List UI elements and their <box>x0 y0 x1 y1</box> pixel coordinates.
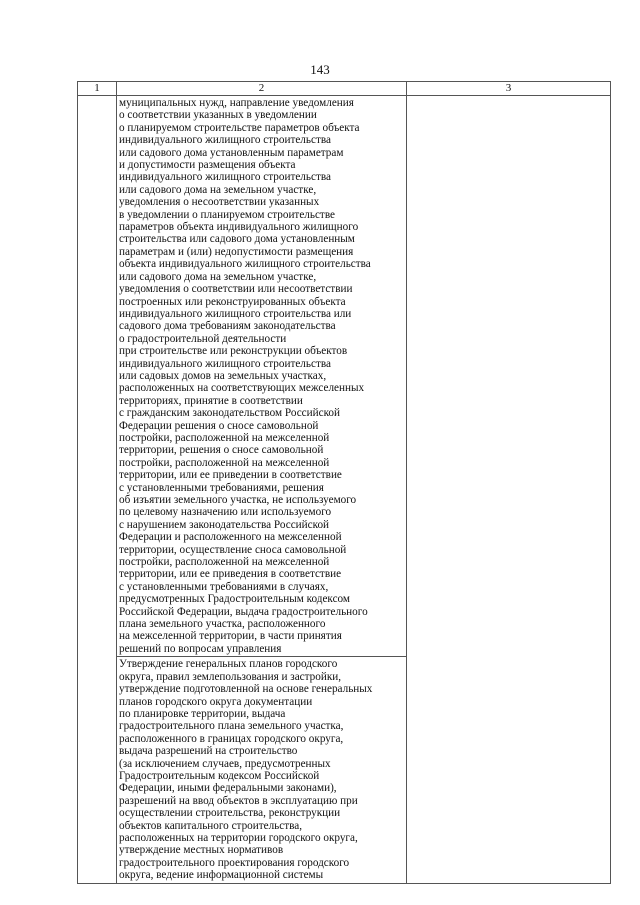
text-line: постройки, расположенной на межселенной <box>119 456 330 469</box>
header-col-2: 2 <box>117 82 407 96</box>
text-line: Федерации и расположенного на межселенной <box>119 531 342 544</box>
text-line: или садового дома на земельном участке, <box>119 183 317 196</box>
text-line: градостроительного проектирования городского <box>119 856 350 869</box>
text-line: постройки, расположенной на межселенной <box>119 556 330 569</box>
text-line: (за исключением случаев, предусмотренных <box>119 757 331 770</box>
text-line: градостроительного плана земельного участка, <box>119 720 344 733</box>
text-line: территории, или ее приведении в соответствие <box>119 469 342 482</box>
text-line: индивидуального жилищного строительства <box>119 357 331 370</box>
text-line: по планировке территории, выдача <box>119 707 286 720</box>
text-line: о соответствии указанных в уведомлении <box>119 109 317 122</box>
table-row <box>78 96 611 657</box>
text-line: Градостроительным кодексом Российской <box>119 769 320 782</box>
text-line: или садовых домов на земельных участках, <box>119 369 327 382</box>
powers-description-cell-2 <box>117 657 407 883</box>
powers-text-1 <box>119 97 404 655</box>
text-line: на межселенной территории, в части принятия <box>119 630 342 643</box>
text-line: с установленными требованиями, решения <box>119 481 324 494</box>
text-line: или садового дома установленным параметрам <box>119 146 344 159</box>
page-number: 143 <box>310 62 330 77</box>
text-line: объекта индивидуального жилищного строительства <box>119 258 371 271</box>
powers-text-2 <box>119 658 404 881</box>
text-line: утверждение подготовленной на основе генеральных <box>119 683 373 696</box>
powers-description-cell-1 <box>117 96 407 657</box>
row-number-cell <box>78 96 117 884</box>
text-line: утверждение местных нормативов <box>119 844 284 857</box>
text-line: осуществлении строительства, реконструкции <box>119 807 341 820</box>
text-line: индивидуального жилищного строительства или <box>119 307 352 320</box>
text-line: округа, ведение информационной системы <box>119 869 324 882</box>
text-line: при строительстве или реконструкции объектов <box>119 345 348 358</box>
text-line: расположенного в границах городского округа, <box>119 732 344 745</box>
text-line: индивидуального жилищного строительства <box>119 171 331 184</box>
header-col-1: 1 <box>78 82 117 96</box>
text-line: о планируемом строительстве параметров объекта <box>119 121 360 134</box>
text-line: объектов капитального строительства, <box>119 819 303 832</box>
text-line: о градостроительной деятельности <box>119 332 287 345</box>
table-header-row <box>78 82 611 96</box>
text-line: с гражданским законодательством Российской <box>119 407 341 420</box>
text-line: территории, осуществление сноса самовольной <box>119 543 347 556</box>
text-line: и допустимости размещения объекта <box>119 159 296 172</box>
text-line: постройки, расположенной на межселенной <box>119 431 330 444</box>
text-line: Российской Федерации, выдача градостроительного <box>119 605 368 618</box>
text-line: построенных или реконструированных объекта <box>119 295 346 308</box>
text-line: или садового дома на земельном участке, <box>119 270 317 283</box>
reference-cell <box>407 96 611 884</box>
text-line: разрешений на ввод объектов в эксплуатацию при <box>119 794 358 807</box>
text-line: Утверждение генеральных планов городского <box>119 658 338 671</box>
text-line: предусмотренных Градостроительным кодексом <box>119 593 350 606</box>
text-line: территориях, принятие в соответствии <box>119 394 303 407</box>
text-line: территории, или ее приведения в соответствие <box>119 568 342 581</box>
text-line: параметрам и (или) недопустимости размещения <box>119 245 354 258</box>
text-line: индивидуального жилищного строительства <box>119 134 331 147</box>
text-line: округа, правил землепользования и застройки, <box>119 670 342 683</box>
text-line: уведомления о несоответствии указанных <box>119 196 320 209</box>
text-line: выдача разрешений на строительство <box>119 745 298 758</box>
text-line: с нарушением законодательства Российской <box>119 518 330 531</box>
text-line: расположенных на территории городского округа, <box>119 831 358 844</box>
text-line: планов городского округа документации <box>119 695 313 708</box>
text-line: об изъятии земельного участка, не используемого <box>119 494 357 506</box>
text-line: строительства или садового дома установленным <box>119 233 355 246</box>
content-table <box>77 81 611 884</box>
text-line: расположенных на соответствующих межселенных <box>119 382 365 395</box>
text-line: садового дома требованиям законодательства <box>119 320 336 333</box>
text-line: уведомления о соответствии или несоответствии <box>119 283 353 296</box>
header-col-3: 3 <box>407 82 611 96</box>
text-line: с установленными требованиями в случаях, <box>119 580 329 593</box>
text-line: территории, решения о сносе самовольной <box>119 444 324 457</box>
text-line: Федерации, иными федеральными законами), <box>119 782 337 795</box>
text-line: решений по вопросам управления <box>119 642 282 655</box>
text-line: муниципальных нужд, направление уведомления <box>119 97 354 109</box>
text-line: в уведомлении о планируемом строительстве <box>119 208 336 221</box>
text-line: Федерации решения о сносе самовольной <box>119 419 319 432</box>
text-line: по целевому назначению или используемого <box>119 506 332 519</box>
text-line: параметров объекта индивидуального жилищного <box>119 221 359 234</box>
text-line: плана земельного участка, расположенного <box>119 618 326 631</box>
